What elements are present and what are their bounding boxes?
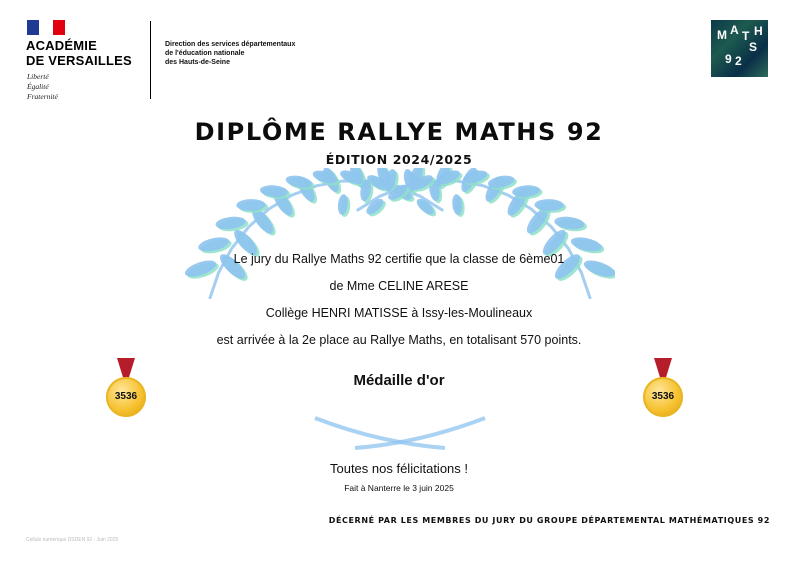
- certification-line-1: Le jury du Rallye Maths 92 certifie que la classe de 6ème01: [233, 252, 565, 266]
- motto-fraternite: Fraternité: [27, 92, 58, 101]
- department-line-2: de l'éducation nationale: [165, 50, 245, 57]
- medal-label: Médaille d'or: [353, 372, 445, 389]
- ranking-line: est arrivée à la 2e place au Rallye Maths, en totalisant 570 points.: [216, 333, 582, 347]
- congratulations-text: Toutes nos félicitations !: [329, 461, 469, 476]
- maths92-logo: M A T H S 9 2: [711, 20, 768, 77]
- school-line: Collège HENRI MATISSE à Issy-les-Moulineaux: [265, 306, 533, 320]
- place-date-text: Fait à Nanterre le 3 juin 2025: [344, 483, 454, 493]
- header-divider: [150, 21, 151, 99]
- jury-signature-line: DÉCERNÉ PAR LES MEMBRES DU JURY DU GROUPE DÉPARTEMENTAL MATHÉMATIQUES 92: [328, 516, 770, 525]
- gold-medal-right-icon: [641, 358, 685, 424]
- motto-egalite: Égalité: [27, 82, 49, 91]
- medal-number-right: 3536: [651, 391, 675, 402]
- department-line-3: des Hauts-de-Seine: [165, 59, 230, 66]
- motto-liberte: Liberté: [27, 72, 49, 81]
- department-line-1: Direction des services départementaux: [165, 41, 296, 48]
- medal-number-left: 3536: [114, 391, 138, 402]
- footnote-text: Cellule numérique DSDEN 92 - Juin 2025: [26, 537, 119, 543]
- academy-name-line2: DE VERSAILLES: [26, 53, 132, 68]
- teacher-line: de Mme CELINE ARESE: [329, 279, 469, 293]
- edition-label: ÉDITION 2024/2025: [325, 152, 473, 167]
- marianne-flag-logo: [27, 20, 65, 35]
- academy-name-line1: ACADÉMIE: [26, 38, 97, 53]
- diploma-title: DIPLÔME RALLYE MATHS 92: [194, 118, 604, 146]
- gold-medal-left-icon: [104, 358, 148, 424]
